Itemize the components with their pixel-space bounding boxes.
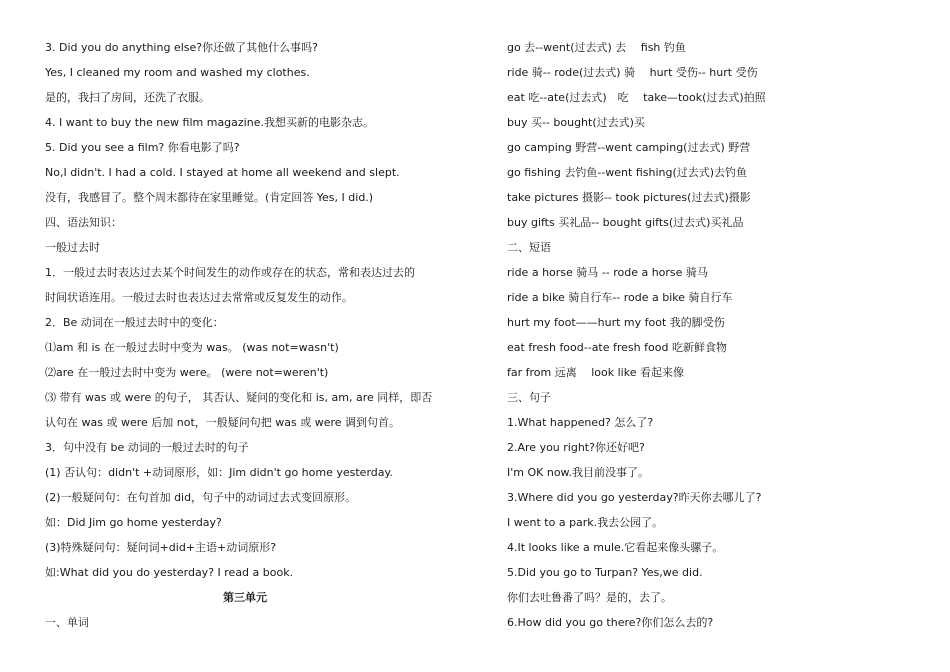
text-line: 认句在 was 或 were 后加 not，一般疑问句把 was 或 were 调到句首。 bbox=[45, 416, 401, 429]
text-line: 5. Did you see a film? 你看电影了吗? bbox=[45, 141, 240, 154]
text-line: (1) 否认句：didn't +动词原形，如：Jim didn't go home yesterday. bbox=[45, 466, 393, 479]
text-line: I went to a park.我去公园了。 bbox=[507, 516, 664, 529]
text-line: 你们去吐鲁番了吗？是的，去了。 bbox=[507, 591, 672, 604]
text-line: 如:What did you do yesterday? I read a book. bbox=[45, 566, 294, 579]
text-line: eat 吃--ate(过去式) 吃 take—took(过去式)拍照 bbox=[507, 91, 766, 104]
section-heading: 二、短语 bbox=[507, 241, 551, 254]
text-line: take pictures 摄影-- took pictures(过去式)摄影 bbox=[507, 191, 751, 204]
text-line: ⑶ 带有 was 或 were 的句子， 其否认、疑问的变化和 is, am, are 同样，即否 bbox=[45, 391, 433, 404]
text-line: eat fresh food--ate fresh food 吃新鲜食物 bbox=[507, 341, 727, 354]
text-line: hurt my foot——hurt my foot 我的脚受伤 bbox=[507, 316, 725, 329]
text-line: buy gifts 买礼品-- bought gifts(过去式)买礼品 bbox=[507, 216, 744, 229]
text-line: (2)一般疑问句：在句首加 did，句子中的动词过去式变回原形。 bbox=[45, 491, 357, 504]
text-line: far from 远离 look like 看起来像 bbox=[507, 366, 684, 379]
text-line: 4.It looks like a mule.它看起来像头骡子。 bbox=[507, 541, 724, 554]
text-line: ride 骑-- rode(过去式) 骑 hurt 受伤-- hurt 受伤 bbox=[507, 66, 758, 79]
text-line: 是的，我扫了房间，还洗了衣服。 bbox=[45, 91, 210, 104]
text-line: ride a bike 骑自行车-- rode a bike 骑自行车 bbox=[507, 291, 733, 304]
text-line: 1．一般过去时表达过去某个时间发生的动作或存在的状态，常和表达过去的 bbox=[45, 266, 415, 279]
text-line: 1.What happened? 怎么了? bbox=[507, 416, 654, 429]
text-line: ride a horse 骑马 -- rode a horse 骑马 bbox=[507, 266, 708, 279]
text-line: 如：Did Jim go home yesterday? bbox=[45, 516, 222, 529]
unit-title: 第三单元 bbox=[223, 591, 267, 604]
text-line: buy 买-- bought(过去式)买 bbox=[507, 116, 645, 129]
text-line: 没有，我感冒了。整个周末都待在家里睡觉。(肯定回答 Yes, I did.) bbox=[45, 191, 374, 204]
text-line: go fishing 去钓鱼--went fishing(过去式)去钓鱼 bbox=[507, 166, 748, 179]
section-heading: 四、语法知识： bbox=[45, 216, 122, 229]
text-line: go camping 野营--went camping(过去式) 野营 bbox=[507, 141, 751, 154]
section-heading: 一、单词 bbox=[45, 616, 89, 629]
subsection-heading: 一般过去时 bbox=[45, 241, 100, 254]
text-line: ⑴am 和 is 在一般过去时中变为 was。 (was not=wasn't) bbox=[45, 341, 339, 354]
section-heading: 三、句子 bbox=[507, 391, 551, 404]
right-column bbox=[507, 36, 927, 636]
text-line: No,I didn't. I had a cold. I stayed at home all weekend and slept. bbox=[45, 166, 400, 179]
text-line: 时间状语连用。一般过去时也表达过去常常或反复发生的动作。 bbox=[45, 291, 353, 304]
text-line: 2．Be 动词在一般过去时中的变化： bbox=[45, 316, 224, 329]
text-line: Yes, I cleaned my room and washed my clothes. bbox=[45, 66, 310, 79]
text-line: I'm OK now.我目前没事了。 bbox=[507, 466, 650, 479]
text-line: 3．句中没有 be 动词的一般过去时的句子 bbox=[45, 441, 249, 454]
text-line: 3. Did you do anything else?你还做了其他什么事吗? bbox=[45, 41, 318, 54]
left-column bbox=[45, 36, 445, 636]
text-line: 6.How did you go there?你们怎么去的? bbox=[507, 616, 714, 629]
text-line: 2.Are you right?你还好吧? bbox=[507, 441, 645, 454]
text-line: 4. I want to buy the new film magazine.我想买新的电影杂志。 bbox=[45, 116, 374, 129]
text-line: go 去--went(过去式) 去 fish 钓鱼 bbox=[507, 41, 686, 54]
text-line: 3.Where did you go yesterday?昨天你去哪儿了? bbox=[507, 491, 762, 504]
text-line: (3)特殊疑问句：疑问词+did+主语+动词原形? bbox=[45, 541, 277, 554]
text-line: 5.Did you go to Turpan? Yes,we did. bbox=[507, 566, 703, 579]
text-line: ⑵are 在一般过去时中变为 were。 (were not=weren't) bbox=[45, 366, 329, 379]
